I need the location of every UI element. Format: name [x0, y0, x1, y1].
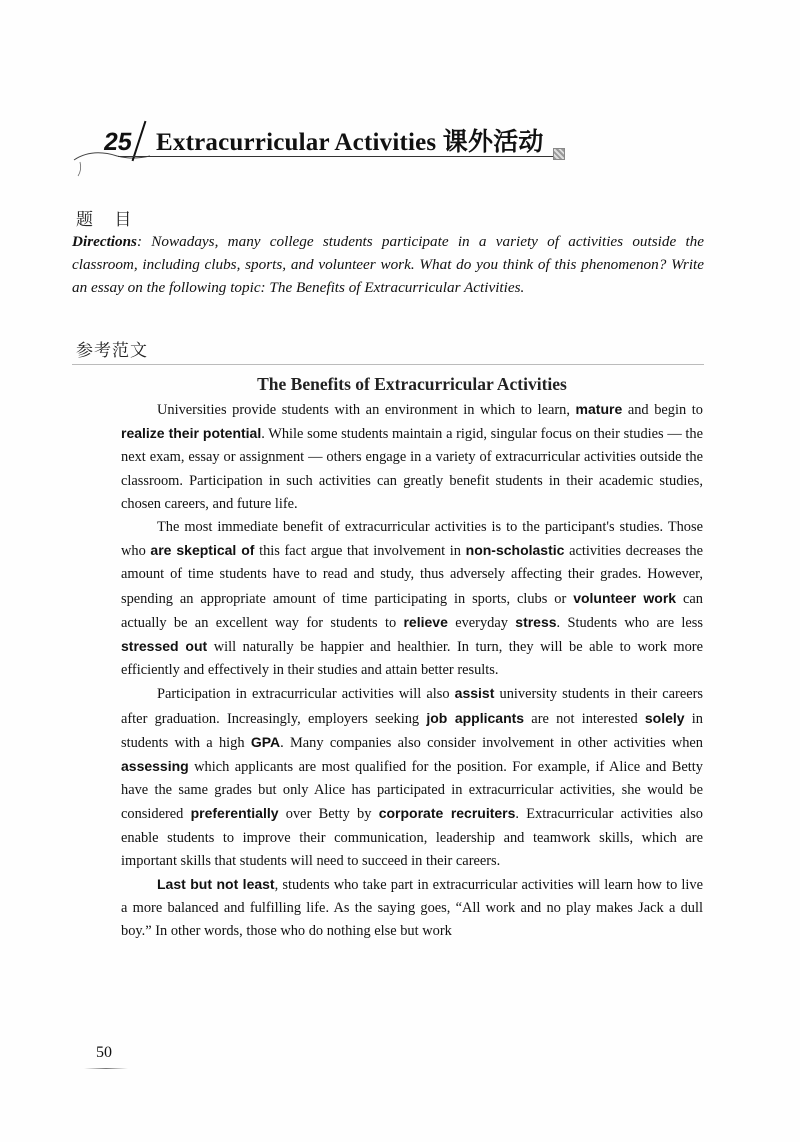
- essay-text: university students in their careers after graduation. Increasingly, employers seeking: [121, 686, 704, 727]
- essay-text: activities decreases the amount of time students have to read and study, thus adversely affecting their grades. However, spending an appropriate amount of time participating in sports, clubs or: [121, 543, 703, 607]
- essay-text: in students with a high: [121, 710, 703, 751]
- page-number: 50: [96, 1044, 112, 1061]
- essay-paragraph: [121, 516, 703, 682]
- essay-text: can actually be an excellent way for students to: [121, 590, 703, 631]
- directions-text: [72, 230, 704, 299]
- essay-text: which applicants are most qualified for the position. For example, if Alice and Betty have the same grades but only Alice has participated in extracurricular activities, she would be considered: [121, 759, 703, 823]
- essay-text: and begin to: [622, 402, 703, 418]
- key-phrase: job applicants: [426, 709, 525, 726]
- essay-text: Participation in extracurricular activities will also: [157, 686, 455, 703]
- essay-text: everyday: [447, 614, 516, 631]
- directions-label: Directions: [72, 233, 137, 250]
- topic-heading: 题 目: [76, 210, 140, 230]
- chapter-title: Extracurricular Activities 课外活动: [156, 129, 544, 156]
- essay-text: this fact argue that involvement in: [254, 543, 466, 560]
- chapter-number: 25: [102, 128, 134, 156]
- key-phrase: mature: [575, 401, 623, 417]
- essay-text: . Many companies also consider involvement in other activities when: [280, 734, 704, 751]
- key-phrase: solely: [644, 709, 685, 726]
- essay-text: over Betty by: [278, 806, 379, 823]
- header-square: [553, 148, 565, 160]
- essay-text: . While some students maintain a rigid, singular focus on their studies — the next exam, essay or assignment — others engage in a variety of extracurricular activities outside the classroom. Participation in such activities can greatly benefit students in their academic studies, chosen careers, and future life.: [121, 426, 703, 512]
- essay-text: . Students who are less: [556, 614, 704, 631]
- key-phrase: stressed out: [121, 638, 208, 655]
- header-rule: [118, 156, 558, 157]
- essay-text: , students who take part in extracurricular activities will learn how to live a more balanced and fulfilling life. As the saying goes, “All work and no play makes Jack a dull boy.” In other words, those who do nothing else but work: [121, 877, 704, 940]
- key-phrase: corporate recruiters: [378, 805, 516, 822]
- essay-paragraph: [121, 873, 703, 944]
- essay-text: . Extracurricular activities also enable students to improve their communication, leadership and teamwork skills, which are important skills that students will need to succeed in their careers.: [121, 806, 704, 869]
- essay-body: [121, 398, 703, 944]
- directions-body: : Nowadays, many college students participate in a variety of activities outside the classroom, including clubs, sports, and volunteer work. What do you think of this phenomenon? Write an essay on the following topic: The Benefits of Extracurricular Activities.: [72, 233, 704, 296]
- essay-text: Universities provide students with an environment in which to learn,: [157, 402, 576, 418]
- section-divider: [72, 364, 704, 365]
- sample-essay-heading: 参考范文: [76, 341, 148, 361]
- key-phrase: assist: [454, 685, 495, 702]
- key-phrase: GPA: [250, 733, 281, 750]
- key-phrase: are skeptical of: [150, 542, 255, 559]
- key-phrase: volunteer work: [573, 589, 677, 606]
- key-phrase: preferentially: [190, 805, 279, 822]
- key-phrase: assessing: [121, 758, 189, 775]
- key-phrase: non-scholastic: [465, 542, 565, 559]
- essay-text: The most immediate benefit of extracurricular activities is to the participant's studies. Those who: [121, 519, 703, 560]
- key-phrase: Last but not least: [157, 876, 275, 893]
- key-phrase: stress: [515, 613, 557, 630]
- essay-title: The Benefits of Extracurricular Activities: [257, 374, 567, 394]
- essay-paragraph: [121, 398, 703, 516]
- key-phrase: relieve: [403, 613, 448, 630]
- key-phrase: realize their potential: [121, 425, 262, 442]
- essay-text: will naturally be happier and healthier. In turn, they will be able to work more efficiently and effectively in their studies and attain better results.: [121, 639, 703, 679]
- essay-paragraph: [121, 682, 703, 873]
- page-number-rule: [84, 1068, 128, 1069]
- essay-text: are not interested: [524, 710, 645, 727]
